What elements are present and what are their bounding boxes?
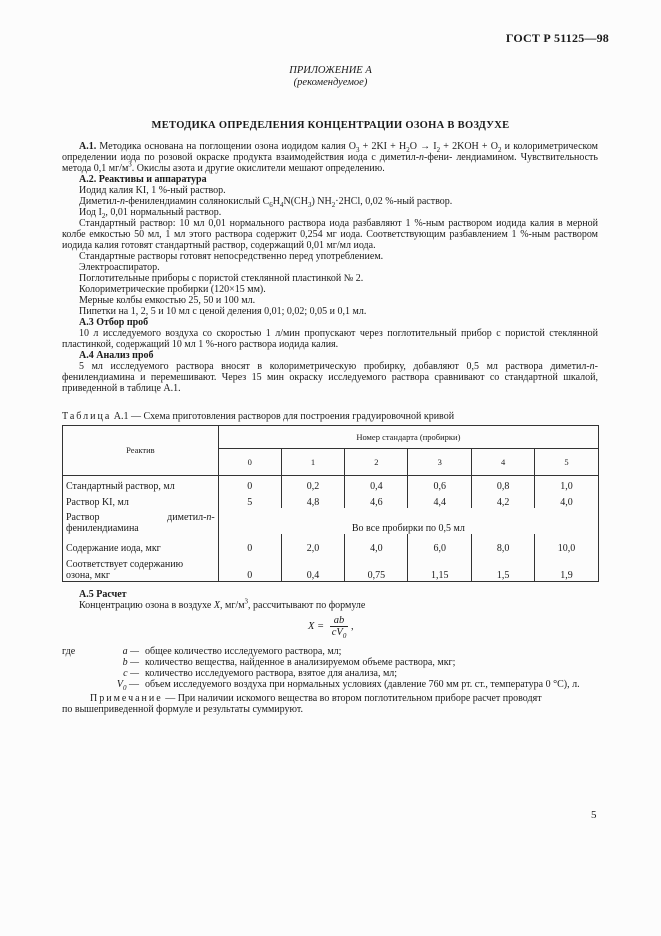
section-heading-a2: А.2. Реактивы и аппаратура xyxy=(79,174,207,185)
text-fragment: N(CH xyxy=(283,196,308,207)
text-fragment: + 2KOH + O xyxy=(440,141,498,152)
definition-row xyxy=(62,668,607,679)
text-fragment: H xyxy=(272,196,280,207)
text-fragment: Стандартный раствор: 10 мл 0,01 нормального раствора иода разбавляют 1 %-ным раствором иодида калия xyxy=(79,218,555,229)
column-header: 0 xyxy=(218,449,281,476)
table-cell: 0,2 xyxy=(281,476,345,492)
text-fragment: 0 xyxy=(342,632,347,641)
table-cell: 1,5 xyxy=(472,554,535,582)
table-cell: 4,6 xyxy=(345,492,408,508)
text-fragment: в мерной колбе емкостью 50 мл, 1 мл этого раствора содержит 0,254 мг иода. Соответствующим разбавлением xyxy=(62,218,599,240)
text-fragment: колориметрическом определении иода по розовой окраске продукта взаимодействия иода с диметил- xyxy=(62,141,599,163)
row-label: Стандартный раствор, мл xyxy=(63,476,219,492)
definition-symbol: b — xyxy=(122,657,139,668)
main-title: МЕТОДИКА ОПРЕДЕЛЕНИЯ КОНЦЕНТРАЦИИ ОЗОНА В ВОЗДУХЕ xyxy=(151,120,510,131)
table-cell: 4,2 xyxy=(472,492,535,508)
column-header: 1 xyxy=(281,449,345,476)
paragraph-a4 xyxy=(62,361,598,394)
table-cell: 5 xyxy=(218,492,281,508)
paragraph-a1: А.1. Методика основана на поглощении озона иодидом калия $O_3 + 2KI + H_2O \to I_2 + 2KOH + O_2$ и колориметрическом определении иода по розовой окраске продукта взаимодействия иода с диметил-n-фени- лендиамином. Чувствительность метода 0,1 $мг/м^3$. Окислы азота и другие окислители мешают определению. xyxy=(62,141,599,174)
text-fragment: ·2HCl, 0,02 %-ный раствор. xyxy=(335,196,453,207)
standard-code: ГОСТ Р 51125—98 xyxy=(505,31,609,45)
merged-cell: Во все пробирки по 0,5 мл xyxy=(218,508,598,534)
text-fragment: и xyxy=(501,141,510,152)
column-header-group: Номер стандарта (пробирки) xyxy=(218,426,598,449)
text-fragment: - xyxy=(211,511,215,523)
section-number: А.1. xyxy=(79,141,97,152)
page-number: 5 xyxy=(591,809,597,821)
text-fragment: Концентрацию озона в воздухе xyxy=(79,600,214,611)
equipment-absorbers: Поглотительные приборы с пористой стеклянной пластинкой № 2. xyxy=(79,273,364,284)
standard-note: Стандартные растворы готовят непосредственно перед употреблением. xyxy=(79,251,384,262)
text-fragment: O → I xyxy=(409,141,437,152)
text-fragment: — xyxy=(126,679,139,690)
methodology-body xyxy=(62,141,598,394)
table-row xyxy=(63,492,599,508)
table-cell: 0,4 xyxy=(345,476,408,492)
section-heading-a3: А.3 Отбор проб xyxy=(79,317,149,328)
calibration-table xyxy=(62,425,599,582)
calculation-intro: Концентрацию озона в воздухе X, $мг/м^3$, рассчитывают по формуле xyxy=(79,597,366,611)
equipment-aspirator: Электроаспиратор. xyxy=(79,262,160,273)
table-cell: 8,0 xyxy=(472,534,535,554)
table-cell: 1,9 xyxy=(535,554,599,582)
table-cell: 4,4 xyxy=(408,492,472,508)
table-cell: 6,0 xyxy=(408,534,472,554)
table-cell: 0,6 xyxy=(408,476,472,492)
text-fragment: 5 мл исследуемого раствора вносят в колориметрическую пробирку, добавляют 0,5 мл раствора диметил- xyxy=(79,361,590,372)
definition-row xyxy=(62,657,607,668)
text-fragment: , рассчитывают по формуле xyxy=(248,600,366,611)
definition-text: количество вещества, найденное в анализируемом объеме раствора, мкг; xyxy=(145,657,456,668)
text-fragment: озона, мкг xyxy=(66,570,110,581)
text-fragment: фенилендиамина xyxy=(66,522,139,534)
definition-text: количество исследуемого раствора, взятое для анализа, мл; xyxy=(145,668,398,679)
text-fragment: лендиамином. Чувствительность метода 0,1 мг/м xyxy=(62,152,598,174)
text-fragment: V xyxy=(116,679,123,690)
reagent-dimethyl: Диметил-n-фенилендиамин солянокислый $C_6H_4N(CH_3)$ $NH_2\cdot 2HCl$, 0,02 %-ный раствор. xyxy=(79,196,453,209)
column-header-reagent: Реактив xyxy=(63,426,219,476)
text-fragment: Раствор xyxy=(66,511,100,523)
calculation-section xyxy=(62,589,598,611)
text-fragment: X xyxy=(213,600,220,611)
text-fragment: -фени- xyxy=(424,152,453,163)
formula-fraction xyxy=(330,615,349,641)
note-word: Примечание xyxy=(90,693,163,704)
reagent-ki: Иодид калия KI, 1 %-ный раствор. xyxy=(79,185,226,196)
paragraph-a3 xyxy=(62,328,598,350)
text-fragment: Иод I xyxy=(79,207,102,218)
text-fragment: , мг/м xyxy=(219,600,245,611)
column-header: 5 xyxy=(535,449,599,476)
text-fragment: 10 л исследуемого воздуха со скоростью 1 л/мин пропускают через поглотительный прибор с пористой xyxy=(79,328,545,339)
text-fragment: — При наличии искомого вещества во втором поглотительном приборе расчет проводят xyxy=(162,693,542,704)
table-header-row xyxy=(63,426,599,449)
column-header: 3 xyxy=(408,449,472,476)
table-cell: 0,75 xyxy=(345,554,408,582)
section-heading-a5: А.5 Расчет xyxy=(79,589,127,600)
column-header: 2 xyxy=(345,449,408,476)
text-fragment: Методика основана на поглощении озона иодидом калия O xyxy=(99,141,356,152)
text-fragment: Соответствует содержанию xyxy=(66,559,184,570)
text-fragment: n xyxy=(119,196,125,207)
appendix-title: ПРИЛОЖЕНИЕ А xyxy=(289,65,372,76)
note-line: по вышеприведенной формуле и результаты суммируют. xyxy=(62,704,303,715)
text-fragment: диметил- xyxy=(167,511,207,523)
table-cell: 0 xyxy=(218,534,281,554)
table-cell: 4,0 xyxy=(345,534,408,554)
definition-row xyxy=(62,679,607,690)
equipment-tubes: Колориметрические пробирки (120×15 мм). xyxy=(79,284,266,295)
appendix-subtitle: (рекомендуемое) xyxy=(293,77,368,88)
table-cell: 4,8 xyxy=(281,492,345,508)
table-row xyxy=(63,554,599,582)
caption-word: Таблица xyxy=(62,411,112,422)
equipment-flasks: Мерные колбы емкостью 25, 50 и 100 мл. xyxy=(79,295,256,306)
table-row xyxy=(63,508,599,534)
text-fragment: + 2KI + H xyxy=(359,141,407,152)
text-fragment: n xyxy=(206,511,212,523)
table-cell: 0,4 xyxy=(281,554,345,582)
formula-lhs: X = xyxy=(308,620,325,632)
formula-numerator: ab xyxy=(330,615,349,627)
note xyxy=(62,693,598,715)
text-fragment: 1 %-ным раствором иодида калия готовят стандартный раствор, содержащий 0,01 мг/мл иода. xyxy=(62,229,598,251)
row-label: Раствор KI, мл xyxy=(63,492,219,508)
where-word: где xyxy=(62,646,76,657)
text-fragment: , 0,01 нормальный раствор. xyxy=(105,207,222,218)
caption-text: А.1 — Схема приготовления растворов для построения градуировочной кривой xyxy=(111,411,455,422)
definition-text: общее количество исследуемого раствора, мл; xyxy=(145,646,342,657)
definition-text: объем исследуемого воздуха при нормальных условиях (давление 760 мм рт. ст., температура 0 °С), л. xyxy=(145,679,580,690)
appendix-heading xyxy=(0,65,661,89)
text-fragment: фенилендиамина и перемешивают. Через 15 мин окраску исследуемого раствора сравнивают со стандартной xyxy=(62,372,558,383)
row-label xyxy=(63,554,219,582)
table-caption xyxy=(62,411,602,422)
text-fragment: n xyxy=(589,361,595,372)
table-cell: 0 xyxy=(218,476,281,492)
definition-row xyxy=(62,646,607,657)
definition-symbol: c — xyxy=(123,668,139,679)
variable-definitions xyxy=(62,646,607,690)
table-cell: 1,15 xyxy=(408,554,472,582)
section-heading-a4: А.4 Анализ проб xyxy=(79,350,154,361)
ozone-formula xyxy=(308,615,354,641)
row-label: Содержание иода, мкг xyxy=(63,534,219,554)
text-fragment: . Окислы азота и другие окислители мешают определению. xyxy=(131,163,385,174)
table-cell: 0 xyxy=(218,554,281,582)
text-fragment: ) NH xyxy=(311,196,332,207)
text-fragment: шкалой, приведенной в таблице А.1. xyxy=(62,372,599,394)
table-cell: 1,0 xyxy=(535,476,599,492)
text-fragment: стеклянной пластинкой, содержащий 10 мл 1 %-ного раствора иодида калия. xyxy=(62,328,598,350)
reagent-iodine: Иод $I_2$, 0,01 нормальный раствор. xyxy=(79,207,222,220)
table-row xyxy=(63,534,599,554)
standard-solution xyxy=(62,218,598,251)
note-line xyxy=(62,693,598,704)
text-fragment: 0 xyxy=(123,684,127,692)
text-fragment: Диметил- xyxy=(79,196,120,207)
text-fragment: -фенилендиамин солянокислый C xyxy=(124,196,270,207)
table-cell: 4,0 xyxy=(535,492,599,508)
table-row xyxy=(63,476,599,492)
table-cell: 0,8 xyxy=(472,476,535,492)
row-label xyxy=(63,508,219,534)
text-fragment: cV xyxy=(331,627,343,638)
definition-symbol xyxy=(117,679,139,690)
definition-symbol: a — xyxy=(122,646,139,657)
table-cell: 2,0 xyxy=(281,534,345,554)
table-cell: 10,0 xyxy=(535,534,599,554)
text-fragment: , xyxy=(348,620,354,632)
equipment-pipettes: Пипетки на 1, 2, 5 и 10 мл с ценой деления 0,01; 0,02; 0,05 и 0,1 мл. xyxy=(79,306,367,317)
formula-denominator xyxy=(330,627,349,641)
column-header: 4 xyxy=(472,449,535,476)
text-fragment: - xyxy=(594,361,598,372)
text-fragment: n xyxy=(419,152,425,163)
